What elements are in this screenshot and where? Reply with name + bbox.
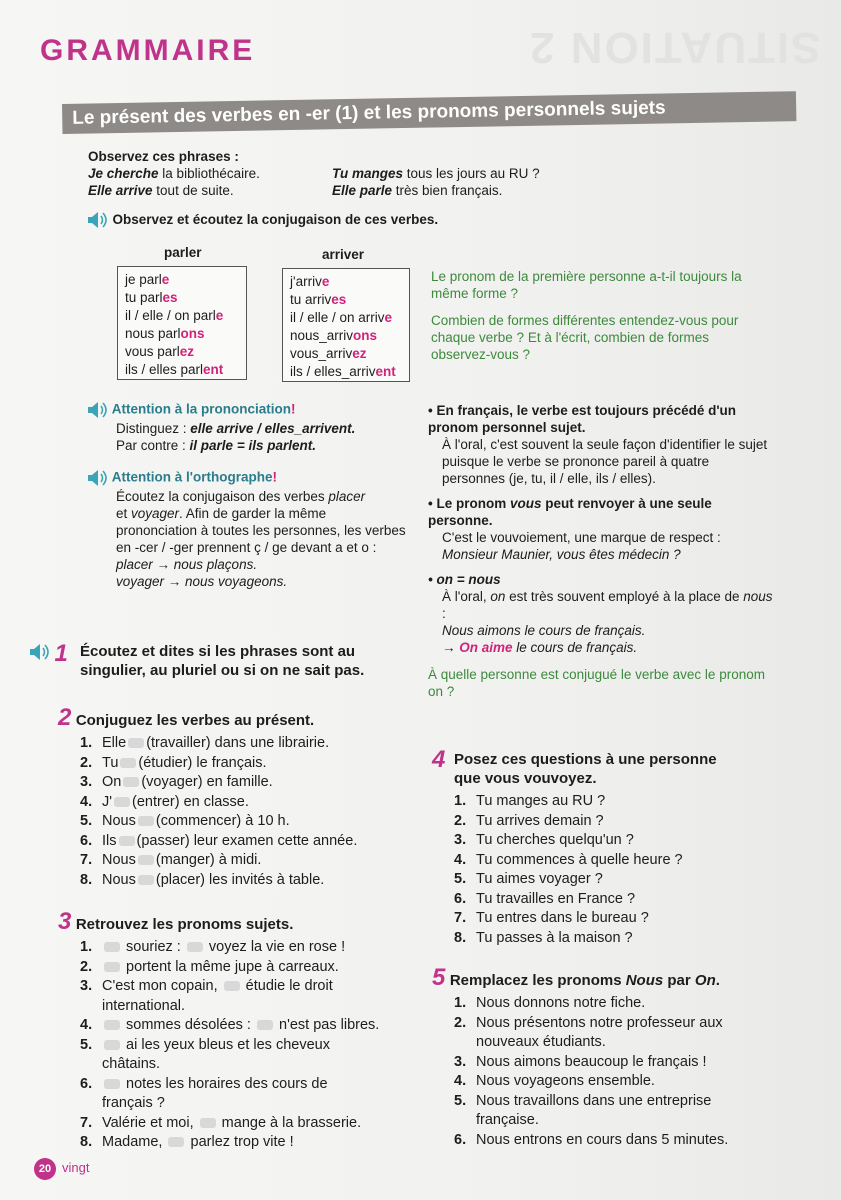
exercise-number: 5 [432, 964, 446, 991]
question-3: À quelle personne est conjugué le verbe avec le pronom on ? [428, 667, 765, 699]
exercise-2 [58, 704, 398, 890]
exercise-item: 1. Elle (travailler) dans une librairie. [80, 735, 330, 751]
verb-ending: es [331, 292, 347, 307]
question-block [431, 268, 771, 363]
conjugation-row: j'arrive [290, 274, 330, 289]
answer-blank[interactable] [200, 1118, 216, 1128]
verb-ending: e [321, 274, 330, 289]
answer-blank[interactable] [128, 738, 144, 748]
answer-blank[interactable] [168, 1137, 184, 1147]
exclamation-icon: ! [272, 469, 277, 485]
exercise-item: 7. Tu entres dans le bureau ? [454, 910, 649, 926]
verb-ending: e [161, 272, 170, 287]
answer-blank[interactable] [138, 875, 154, 885]
note-3: • on = nous À l'oral, on est très souvent employé à la place de nous : Nous aimons le cours de français. → On aime le cours de français. [428, 572, 773, 655]
exercise-item: 1. Tu manges au RU ? [454, 793, 606, 809]
spelling-note: Attention à l'orthographe! Écoutez la conjugaison des verbes placer et voyager. Afin de garder la même prononciation à toutes les personnes, les verbes en -cer / -ger prennent ç / ge devant a et o : placer → nous plaçons. voyager → nous voyageons. [86, 468, 416, 590]
page-number: 20 [34, 1158, 56, 1180]
sentence-4: Elle parle très bien français. [332, 183, 503, 198]
exercise-item: 6. Nous entrons en cours dans 5 minutes. [454, 1131, 729, 1148]
answer-blank[interactable] [224, 981, 240, 991]
answer-blank[interactable] [187, 942, 203, 952]
exercise-item: 4. Nous voyageons ensemble. [454, 1073, 655, 1089]
exercise-item: 6. Tu travailles en France ? [454, 890, 636, 907]
verb-ending: e [384, 310, 393, 325]
grammar-banner: Le présent des verbes en -er (1) et les pronoms personnels sujets [62, 91, 796, 134]
note-2: • Le pronom vous peut renvoyer à une seule personne. C'est le vouvoiement, une marque de respect : Monsieur Maunier, vous êtes médecin ? [428, 496, 721, 562]
exercise-item: 4. J' (entrer) en classe. [80, 793, 249, 810]
answer-blank[interactable] [104, 962, 120, 972]
exercise-item: 5. Nous travaillons dans une entreprise française. [454, 1092, 712, 1128]
exercise-3 [58, 908, 398, 1153]
answer-blank[interactable] [104, 1020, 120, 1030]
conjugation-row: vous parlez [125, 344, 195, 359]
answer-blank[interactable] [104, 1040, 120, 1050]
sentence-2: Elle arrive tout de suite. [88, 183, 234, 198]
exercise-item: 2. portent la même jupe à carreaux. [80, 958, 339, 975]
answer-blank[interactable] [119, 836, 135, 846]
conjugation-row: je parle [125, 272, 170, 287]
exercise-title: Retrouvez les pronoms sujets. [75, 916, 294, 933]
exercise-number: 4 [432, 746, 446, 773]
answer-blank[interactable] [123, 777, 139, 787]
conjugation-row: ils / elles_arrivent [290, 364, 396, 379]
observe-heading: Observez ces phrases : [88, 149, 239, 164]
listen-heading: Observez et écoutez la conjugaison de ces verbes. [112, 212, 439, 228]
exercise-item: 5. ai les yeux bleus et les cheveux châtains. [80, 1036, 330, 1072]
exercise-item: 3. Tu cherches quelqu'un ? [454, 832, 634, 848]
answer-blank[interactable] [138, 816, 154, 826]
verb-ending: es [162, 290, 178, 305]
verb-ending: ent [375, 364, 396, 379]
exercise-item: 1. Nous donnons notre fiche. [454, 995, 646, 1011]
exercise-5 [432, 964, 752, 1150]
exercise-title: Remplacez les pronoms Nous par On. [449, 972, 720, 989]
verb-ending: e [215, 308, 224, 323]
exercise-title: Écoutez et dites si les phrases sont au singulier, au pluriel ou si on ne sait pas. [80, 643, 365, 679]
conjugation-box-arriver [282, 268, 410, 382]
exercise-title: Posez ces questions à une personne que vous vouvoyez. [454, 751, 717, 787]
exercise-number: 1 [54, 640, 68, 667]
spelling-title: Attention à l'orthographe [111, 469, 273, 485]
exercise-4 [432, 746, 752, 948]
exercise-title: Conjuguez les verbes au présent. [75, 712, 315, 729]
sentence-1: Je cherche la bibliothécaire. [88, 166, 260, 181]
exercise-1 [28, 640, 378, 679]
exercise-item: 5. Tu aimes voyager ? [454, 871, 603, 887]
conjugation-row: il / elle / on arrive [290, 310, 393, 325]
exercise-item: 6. Ils (passer) leur examen cette année. [80, 832, 358, 849]
exercise-item: 4. sommes désolées : n'est pas libres. [80, 1017, 380, 1033]
exercise-item: 8. Nous (placer) les invités à table. [80, 871, 325, 888]
answer-blank[interactable] [138, 855, 154, 865]
pronunciation-note: Attention à la prononciation! Distinguez : elle arrive / elles_arrivent. Par contre : il parle = ils parlent. [86, 400, 406, 454]
conjugation-row: il / elle / on parle [125, 308, 224, 323]
verb-ending: ez [352, 346, 367, 361]
conjugation-row: nous_arrivons [290, 328, 378, 343]
conjugation-row: tu arrives [290, 292, 347, 307]
exercise-item: 3. C'est mon copain, étudie le droit international. [80, 978, 333, 1014]
conjugation-row: tu parles [125, 290, 178, 305]
verb-label-arriver: arriver [322, 247, 365, 262]
exercise-item: 2. Tu arrives demain ? [454, 812, 604, 829]
conjugation-row: nous parlons [125, 326, 205, 341]
ghost-heading: SITUATION 2 [528, 23, 821, 72]
answer-blank[interactable] [257, 1020, 273, 1030]
answer-blank[interactable] [104, 1079, 120, 1089]
speaker-icon[interactable] [86, 468, 108, 488]
answer-blank[interactable] [114, 797, 130, 807]
conjugation-row: vous_arrivez [290, 346, 367, 361]
question-1: Le pronom de la première personne a-t-il toujours la même forme ? [431, 269, 742, 301]
exercise-number: 2 [58, 704, 72, 731]
exercise-item: 8. Madame, parlez trop vite ! [80, 1134, 294, 1150]
verb-ending: ons [353, 328, 378, 343]
exercise-item: 1. souriez : voyez la vie en rose ! [80, 939, 346, 955]
question-2: Combien de formes différentes entendez-vous pour chaque verbe ? Et à l'écrit, combien de formes observez-vous ? [431, 313, 739, 362]
verb-label-parler: parler [164, 245, 202, 260]
sentence-3: Tu manges tous les jours au RU ? [332, 166, 540, 181]
page-number-word: vingt [62, 1160, 90, 1175]
exercise-item: 2. Tu (étudier) le français. [80, 754, 267, 771]
exercise-item: 6. notes les horaires des cours de français ? [80, 1075, 328, 1111]
answer-blank[interactable] [104, 942, 120, 952]
exercise-item: 8. Tu passes à la maison ? [454, 929, 633, 946]
exercise-item: 3. On (voyager) en famille. [80, 774, 273, 790]
exercise-item: 7. Valérie et moi, mange à la brasserie. [80, 1114, 362, 1131]
note-1: • En français, le verbe est toujours précédé d'un pronom personnel sujet. À l'oral, c'est souvent la seule façon d'identifier le sujet puisque le verbe se prononce pareil à quatre personnes (je, tu, il / elle, ils / elles). [428, 403, 768, 486]
listen-row [86, 210, 546, 230]
grammar-notes [428, 402, 773, 700]
conjugation-row: ils / elles parlent [125, 362, 224, 377]
exercise-item: 5. Nous (commencer) à 10 h. [80, 813, 290, 829]
exercise-number: 3 [58, 908, 72, 935]
verb-ending: ons [180, 326, 205, 341]
section-title: GRAMMAIRE [40, 34, 256, 67]
exercise-item: 4. Tu commences à quelle heure ? [454, 851, 683, 868]
speaker-icon[interactable] [86, 400, 108, 420]
verb-ending: ez [179, 344, 195, 359]
observe-block-right [332, 165, 592, 199]
exercise-item: 2. Nous présentons notre professeur aux nouveaux étudiants. [454, 1014, 723, 1050]
exercise-item: 7. Nous (manger) à midi. [80, 852, 262, 868]
answer-blank[interactable] [120, 758, 136, 768]
exercise-item: 3. Nous aimons beaucoup le français ! [454, 1053, 707, 1070]
pronunciation-title: Attention à la prononciation [111, 401, 292, 417]
conjugation-box-parler [117, 266, 247, 380]
exclamation-icon: ! [291, 401, 296, 417]
speaker-icon[interactable] [86, 210, 108, 230]
verb-ending: ent [203, 362, 224, 377]
speaker-icon[interactable] [28, 642, 50, 662]
